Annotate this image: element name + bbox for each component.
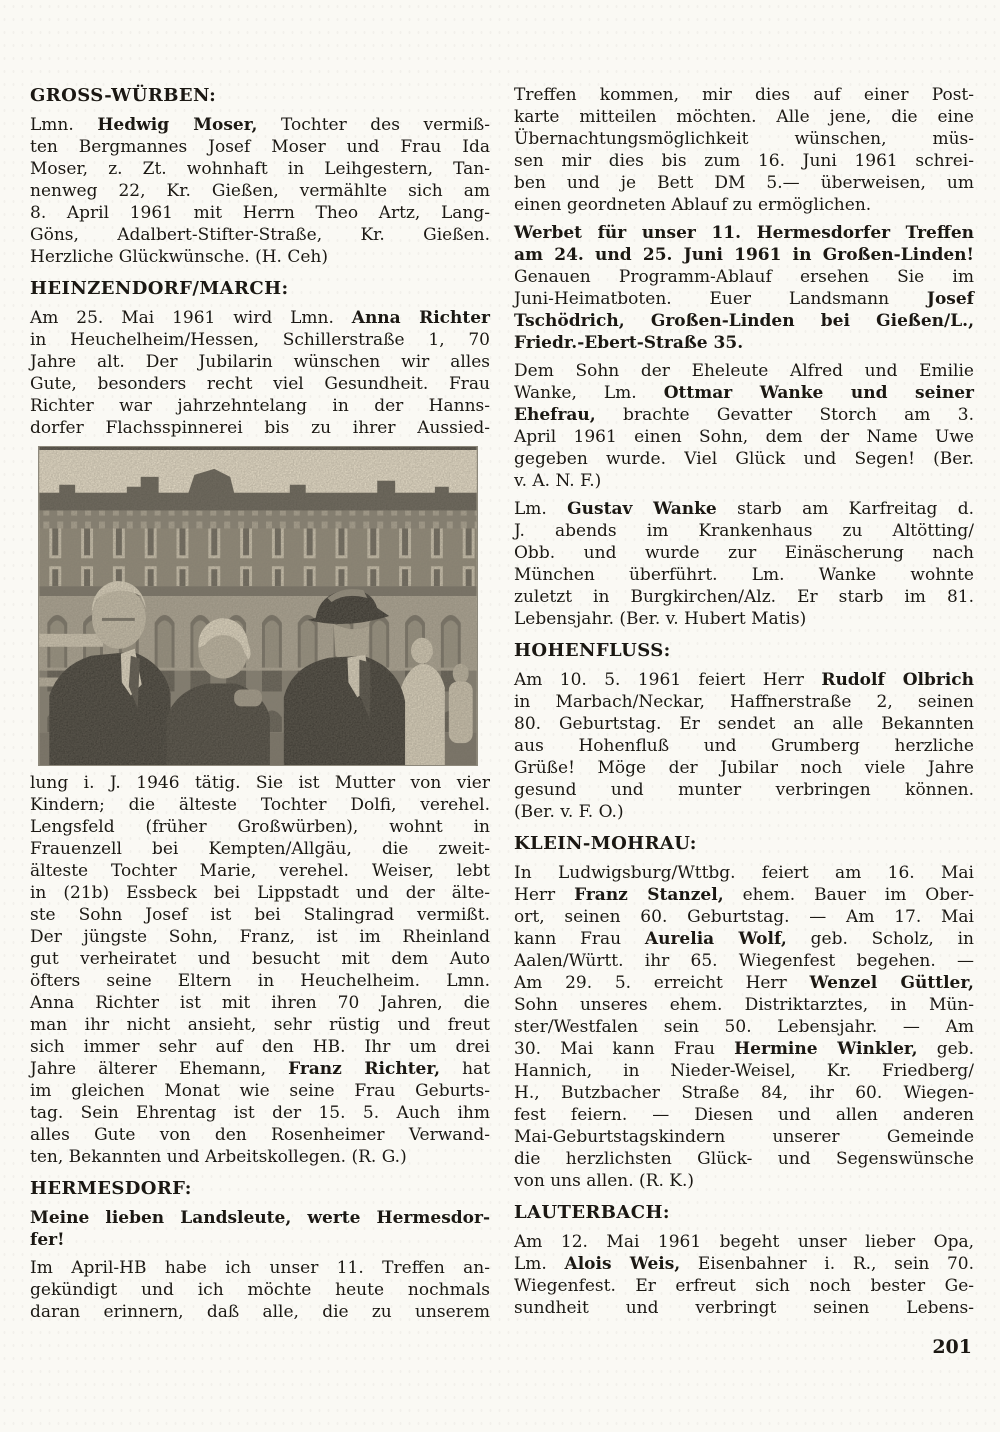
text-line bbox=[514, 757, 974, 779]
text-run: in Marbach/Neckar, Haffnerstraße 2, seinen bbox=[514, 692, 974, 712]
text-line bbox=[514, 150, 974, 172]
text-line bbox=[514, 1016, 974, 1038]
paragraph bbox=[30, 1257, 490, 1323]
text-line bbox=[30, 395, 490, 417]
text-line bbox=[514, 1297, 974, 1319]
paragraph bbox=[30, 1207, 490, 1251]
text-line bbox=[514, 360, 974, 382]
paragraph bbox=[514, 84, 974, 216]
paragraph bbox=[30, 307, 490, 439]
paragraph bbox=[30, 772, 490, 1168]
paragraph bbox=[514, 498, 974, 630]
text-run: 8. April 1961 mit Herrn Theo Artz, Lang- bbox=[30, 203, 490, 223]
text-line bbox=[30, 1279, 490, 1301]
text-line bbox=[30, 838, 490, 860]
text-run: Aalen/Württ. ihr 65. Wiegenfest begehen. — bbox=[514, 951, 974, 971]
text-line bbox=[514, 1060, 974, 1082]
text-line bbox=[514, 801, 974, 823]
photo-illustration bbox=[39, 447, 477, 765]
text-run: Jahre alt. Der Jubilarin wünschen wir alles bbox=[30, 352, 490, 372]
text-run: karte mitteilen möchten. Alle jene, die eine bbox=[514, 107, 974, 127]
text-run: älteste Tochter Marie, verehel. Weiser, lebt bbox=[30, 861, 490, 881]
text-run: Jahre älterer Ehemann, bbox=[30, 1059, 289, 1079]
text-line bbox=[514, 1082, 974, 1104]
text-line bbox=[514, 608, 974, 630]
text-line bbox=[514, 520, 974, 542]
text-line bbox=[514, 586, 974, 608]
text-line bbox=[514, 128, 974, 150]
text-line bbox=[514, 906, 974, 928]
text-run: gekündigt und ich möchte heute nochmals bbox=[30, 1280, 490, 1300]
text-run: Lebensjahr. (Ber. v. Hubert Matis) bbox=[514, 609, 807, 629]
text-line bbox=[514, 972, 974, 994]
text-run: geb. Scholz, in bbox=[786, 929, 974, 949]
text-line bbox=[30, 351, 490, 373]
text-run: ten, Bekannten und Arbeitskollegen. (R. G.) bbox=[30, 1147, 407, 1167]
text-line bbox=[30, 860, 490, 882]
text-line bbox=[30, 926, 490, 948]
text-line bbox=[514, 310, 974, 332]
text-run: Gute, besonders recht viel Gesundheit. Frau bbox=[30, 374, 490, 394]
text-run: Treffen kommen, mir dies auf einer Post- bbox=[514, 85, 974, 105]
text-run: Tochter des vermiß- bbox=[257, 115, 491, 135]
text-line bbox=[514, 194, 974, 216]
paragraph bbox=[514, 360, 974, 492]
page-number: 201 bbox=[932, 1336, 972, 1358]
text-line bbox=[514, 1170, 974, 1192]
text-run: brachte Gevatter Storch am 3. bbox=[595, 405, 974, 425]
text-line bbox=[30, 1124, 490, 1146]
text-run: Dem Sohn der Eheleute Alfred und Emilie bbox=[514, 361, 974, 381]
text-run: Richter war jahrzehntelang in der Hanns- bbox=[30, 396, 490, 416]
text-line bbox=[514, 266, 974, 288]
text-run: dorfer Flachsspinnerei bis zu ihrer Aussied- bbox=[30, 418, 490, 438]
text-run: Am 12. Mai 1961 begeht unser lieber Opa, bbox=[514, 1232, 974, 1252]
text-run: ste Sohn Josef ist bei Stalingrad vermißt. bbox=[30, 905, 490, 925]
bold-text-run: Werbet für unser 11. Hermesdorfer Treffen bbox=[514, 223, 974, 243]
text-line bbox=[514, 669, 974, 691]
text-run: April 1961 einen Sohn, dem der Name Uwe bbox=[514, 427, 974, 447]
text-line bbox=[514, 691, 974, 713]
text-line bbox=[30, 224, 490, 246]
text-run: Mai-Geburtstagskindern unserer Gemeinde bbox=[514, 1127, 974, 1147]
text-line bbox=[30, 1014, 490, 1036]
text-line bbox=[30, 1146, 490, 1168]
paragraph bbox=[514, 669, 974, 823]
text-line bbox=[514, 950, 974, 972]
photo-palace-group bbox=[38, 446, 478, 766]
bold-text-run: am 24. und 25. Juni 1961 in Großen-Linden! bbox=[514, 245, 974, 265]
text-line bbox=[514, 862, 974, 884]
text-line bbox=[514, 1231, 974, 1253]
text-run: in Heuchelheim/Hessen, Schillerstraße 1, 70 bbox=[30, 330, 490, 350]
text-run: kann Frau bbox=[514, 929, 645, 949]
text-line bbox=[30, 1257, 490, 1279]
bold-text-run: Franz Stanzel, bbox=[574, 885, 724, 905]
text-run: sundheit und verbringt seinen Lebens- bbox=[514, 1298, 974, 1318]
text-line bbox=[30, 904, 490, 926]
text-run: gesund und munter verbringen können. bbox=[514, 780, 974, 800]
text-line bbox=[514, 470, 974, 492]
text-line bbox=[30, 1301, 490, 1323]
text-line bbox=[30, 992, 490, 1014]
bold-text-run: Tschödrich, Großen-Linden bei Gießen/L., bbox=[514, 311, 974, 331]
text-line bbox=[514, 172, 974, 194]
text-run: Juni-Heimatboten. Euer Landsmann bbox=[514, 289, 927, 309]
text-line bbox=[30, 307, 490, 329]
bold-text-run: Hedwig Moser, bbox=[97, 115, 258, 135]
text-run: fest feiern. — Diesen und allen anderen bbox=[514, 1105, 974, 1125]
text-run: Der jüngste Sohn, Franz, ist im Rheinland bbox=[30, 927, 490, 947]
paragraph bbox=[514, 222, 974, 354]
bold-text-run: Aurelia Wolf, bbox=[644, 929, 787, 949]
text-line bbox=[514, 332, 974, 354]
text-run: geb. bbox=[917, 1039, 974, 1059]
bold-text-run: Gustav Wanke bbox=[567, 499, 717, 519]
bold-text-run: Wenzel Güttler, bbox=[809, 973, 974, 993]
text-line bbox=[514, 244, 974, 266]
text-run: Lm. bbox=[514, 499, 568, 519]
paragraph bbox=[514, 862, 974, 1192]
text-line bbox=[30, 970, 490, 992]
left-column bbox=[30, 84, 490, 1323]
text-line bbox=[514, 222, 974, 244]
section-heading-klein-mohrau: KLEIN-MOHRAU: bbox=[514, 833, 697, 854]
text-run: Wiegenfest. Er erfreut sich noch bester Ge- bbox=[514, 1276, 974, 1296]
text-line bbox=[30, 1102, 490, 1124]
text-run: gegeben wurde. Viel Glück und Segen! (Ber. bbox=[514, 449, 974, 469]
right-column bbox=[514, 84, 974, 1323]
text-line bbox=[514, 779, 974, 801]
text-line bbox=[30, 136, 490, 158]
text-run: im gleichen Monat wie seine Frau Geburts- bbox=[30, 1081, 490, 1101]
text-line bbox=[30, 1207, 490, 1229]
bold-text-run: Josef bbox=[926, 289, 974, 309]
text-line bbox=[514, 564, 974, 586]
text-line bbox=[514, 928, 974, 950]
text-run: Übernachtungsmöglichkeit wünschen, müs- bbox=[514, 129, 974, 149]
bold-text-run: fer! bbox=[30, 1230, 65, 1250]
text-run: Göns, Adalbert-Stifter-Straße, Kr. Gießen. bbox=[30, 225, 490, 245]
text-line bbox=[514, 713, 974, 735]
text-run: tag. Sein Ehrentag ist der 15. 5. Auch ihm bbox=[30, 1103, 490, 1123]
text-run: sich immer sehr auf den HB. Ihr um drei bbox=[30, 1037, 490, 1057]
section-heading-hohenfluss: HOHENFLUSS: bbox=[514, 640, 671, 661]
text-line bbox=[30, 180, 490, 202]
text-run: alles Gute von den Rosenheimer Verwand- bbox=[30, 1125, 490, 1145]
text-line bbox=[514, 498, 974, 520]
text-run: Anna Richter ist mit ihren 70 Jahren, die bbox=[30, 993, 490, 1013]
bold-text-run: Rudolf Olbrich bbox=[821, 670, 974, 690]
text-run: Im April-HB habe ich unser 11. Treffen an- bbox=[30, 1258, 490, 1278]
text-line bbox=[514, 1104, 974, 1126]
section-heading-heinzendorf-march: HEINZENDORF/MARCH: bbox=[30, 278, 289, 299]
text-line bbox=[30, 373, 490, 395]
text-run: Herzliche Glückwünsche. (H. Ceh) bbox=[30, 247, 328, 267]
text-run: Herr bbox=[514, 885, 575, 905]
text-line bbox=[514, 84, 974, 106]
section-heading-lauterbach: LAUTERBACH: bbox=[514, 1202, 670, 1223]
text-line bbox=[514, 1148, 974, 1170]
text-run: starb am Karfreitag d. bbox=[716, 499, 975, 519]
text-line bbox=[30, 202, 490, 224]
bold-text-run: Ehefrau, bbox=[514, 405, 596, 425]
text-run: Moser, z. Zt. wohnhaft in Leihgestern, Tan- bbox=[30, 159, 490, 179]
text-run: In Ludwigsburg/Wttbg. feiert am 16. Mai bbox=[514, 863, 974, 883]
text-line bbox=[30, 114, 490, 136]
bold-text-run: Ottmar Wanke und seiner bbox=[663, 383, 974, 403]
text-run: hat bbox=[440, 1059, 491, 1079]
text-run: lung i. J. 1946 tätig. Sie ist Mutter von vier bbox=[30, 773, 490, 793]
text-run: einen geordneten Ablauf zu ermöglichen. bbox=[514, 195, 872, 215]
text-run: 30. Mai kann Frau bbox=[514, 1039, 735, 1059]
text-run: man ihr nicht ansieht, sehr rüstig und freut bbox=[30, 1015, 490, 1035]
text-line bbox=[30, 158, 490, 180]
text-line bbox=[30, 1036, 490, 1058]
text-run: in (21b) Essbeck bei Lippstadt und der älte- bbox=[30, 883, 490, 903]
text-run: daran erinnern, daß alle, die zu unserem bbox=[30, 1302, 490, 1322]
text-run: ehem. Bauer im Ober- bbox=[723, 885, 975, 905]
text-line bbox=[30, 772, 490, 794]
text-line bbox=[514, 1126, 974, 1148]
text-run: von uns allen. (R. K.) bbox=[514, 1171, 695, 1191]
text-run: Am 29. 5. erreicht Herr bbox=[514, 973, 810, 993]
text-line bbox=[30, 246, 490, 268]
text-run: v. A. N. F.) bbox=[514, 471, 602, 491]
bold-text-run: Franz Richter, bbox=[288, 1059, 441, 1079]
text-run: (Ber. v. F. O.) bbox=[514, 802, 624, 822]
bold-text-run: Anna Richter bbox=[351, 308, 490, 328]
text-run: Hannich, in Nieder-Weisel, Kr. Friedberg/ bbox=[514, 1061, 974, 1081]
text-run: Obb. und wurde zur Einäscherung nach bbox=[514, 543, 974, 563]
text-run: ten Bergmannes Josef Moser und Frau Ida bbox=[30, 137, 490, 157]
text-run: die herzlichsten Glück- und Segenswünsche bbox=[514, 1149, 974, 1169]
text-line bbox=[514, 106, 974, 128]
text-run: Genauen Programm-Ablauf ersehen Sie im bbox=[514, 267, 974, 287]
text-run: J. abends im Krankenhaus zu Altötting/ bbox=[514, 521, 974, 541]
paragraph bbox=[514, 1231, 974, 1319]
text-line bbox=[514, 994, 974, 1016]
text-line bbox=[30, 329, 490, 351]
text-line bbox=[514, 1275, 974, 1297]
text-line bbox=[514, 542, 974, 564]
paragraph bbox=[30, 114, 490, 268]
text-run: Am 25. Mai 1961 wird Lmn. bbox=[30, 308, 352, 328]
section-heading-gross-wuerben: GROSS-WÜRBEN: bbox=[30, 85, 217, 106]
bold-text-run: Hermine Winkler, bbox=[734, 1039, 918, 1059]
text-line bbox=[30, 794, 490, 816]
bold-text-run: Friedr.-Ebert-Straße 35. bbox=[514, 333, 744, 353]
text-run: Eisenbahner i. R., sein 70. bbox=[680, 1254, 975, 1274]
text-line bbox=[30, 1229, 490, 1251]
text-run: ster/Westfalen sein 50. Lebensjahr. — Am bbox=[514, 1017, 974, 1037]
text-line bbox=[514, 1038, 974, 1060]
text-run: Grüße! Möge der Jubilar noch viele Jahre bbox=[514, 758, 974, 778]
text-line bbox=[30, 816, 490, 838]
text-run: H., Butzbacher Straße 84, ihr 60. Wiegen- bbox=[514, 1083, 974, 1103]
text-run: sen mir dies bis zum 16. Juni 1961 schrei- bbox=[514, 151, 974, 171]
text-run: aus Hohenfluß und Grumberg herzliche bbox=[514, 736, 974, 756]
text-run: gut verheiratet und besucht mit dem Auto bbox=[30, 949, 490, 969]
text-line bbox=[514, 884, 974, 906]
section-heading-hermesdorf: HERMESDORF: bbox=[30, 1178, 192, 1199]
bold-text-run: Alois Weis, bbox=[564, 1254, 681, 1274]
halftone-grain-overlay bbox=[39, 447, 476, 765]
text-run: Wanke, Lm. bbox=[514, 383, 664, 403]
text-line bbox=[514, 404, 974, 426]
text-line bbox=[30, 417, 490, 439]
bold-text-run: Meine lieben Landsleute, werte Hermesdor- bbox=[30, 1208, 490, 1228]
text-line bbox=[30, 882, 490, 904]
text-run: nenweg 22, Kr. Gießen, vermählte sich am bbox=[30, 181, 490, 201]
text-run: öfters seine Eltern in Heuchelheim. Lmn. bbox=[30, 971, 490, 991]
text-run: ben und je Bett DM 5.— überweisen, um bbox=[514, 173, 974, 193]
text-run: 80. Geburtstag. Er sendet an alle Bekannten bbox=[514, 714, 974, 734]
text-run: Sohn unseres ehem. Distriktarztes, in Mün- bbox=[514, 995, 974, 1015]
text-line bbox=[514, 426, 974, 448]
two-column-text bbox=[30, 84, 974, 1323]
text-line bbox=[30, 1058, 490, 1080]
text-line bbox=[514, 1253, 974, 1275]
text-line bbox=[514, 382, 974, 404]
text-run: zuletzt in Burgkirchen/Alz. Er starb im 81. bbox=[514, 587, 974, 607]
text-run: Lm. bbox=[514, 1254, 565, 1274]
text-line bbox=[514, 735, 974, 757]
text-line bbox=[514, 448, 974, 470]
text-run: Kindern; die älteste Tochter Dolfi, verehel. bbox=[30, 795, 490, 815]
text-line bbox=[514, 288, 974, 310]
text-run: Lengsfeld (früher Großwürben), wohnt in bbox=[30, 817, 490, 837]
text-run: Frauenzell bei Kempten/Allgäu, die zweit- bbox=[30, 839, 490, 859]
text-run: München überführt. Lm. Wanke wohnte bbox=[514, 565, 974, 585]
text-line bbox=[30, 1080, 490, 1102]
text-run: Am 10. 5. 1961 feiert Herr bbox=[514, 670, 822, 690]
text-run: ort, seinen 60. Geburtstag. — Am 17. Mai bbox=[514, 907, 974, 927]
text-line bbox=[30, 948, 490, 970]
text-run: Lmn. bbox=[30, 115, 98, 135]
